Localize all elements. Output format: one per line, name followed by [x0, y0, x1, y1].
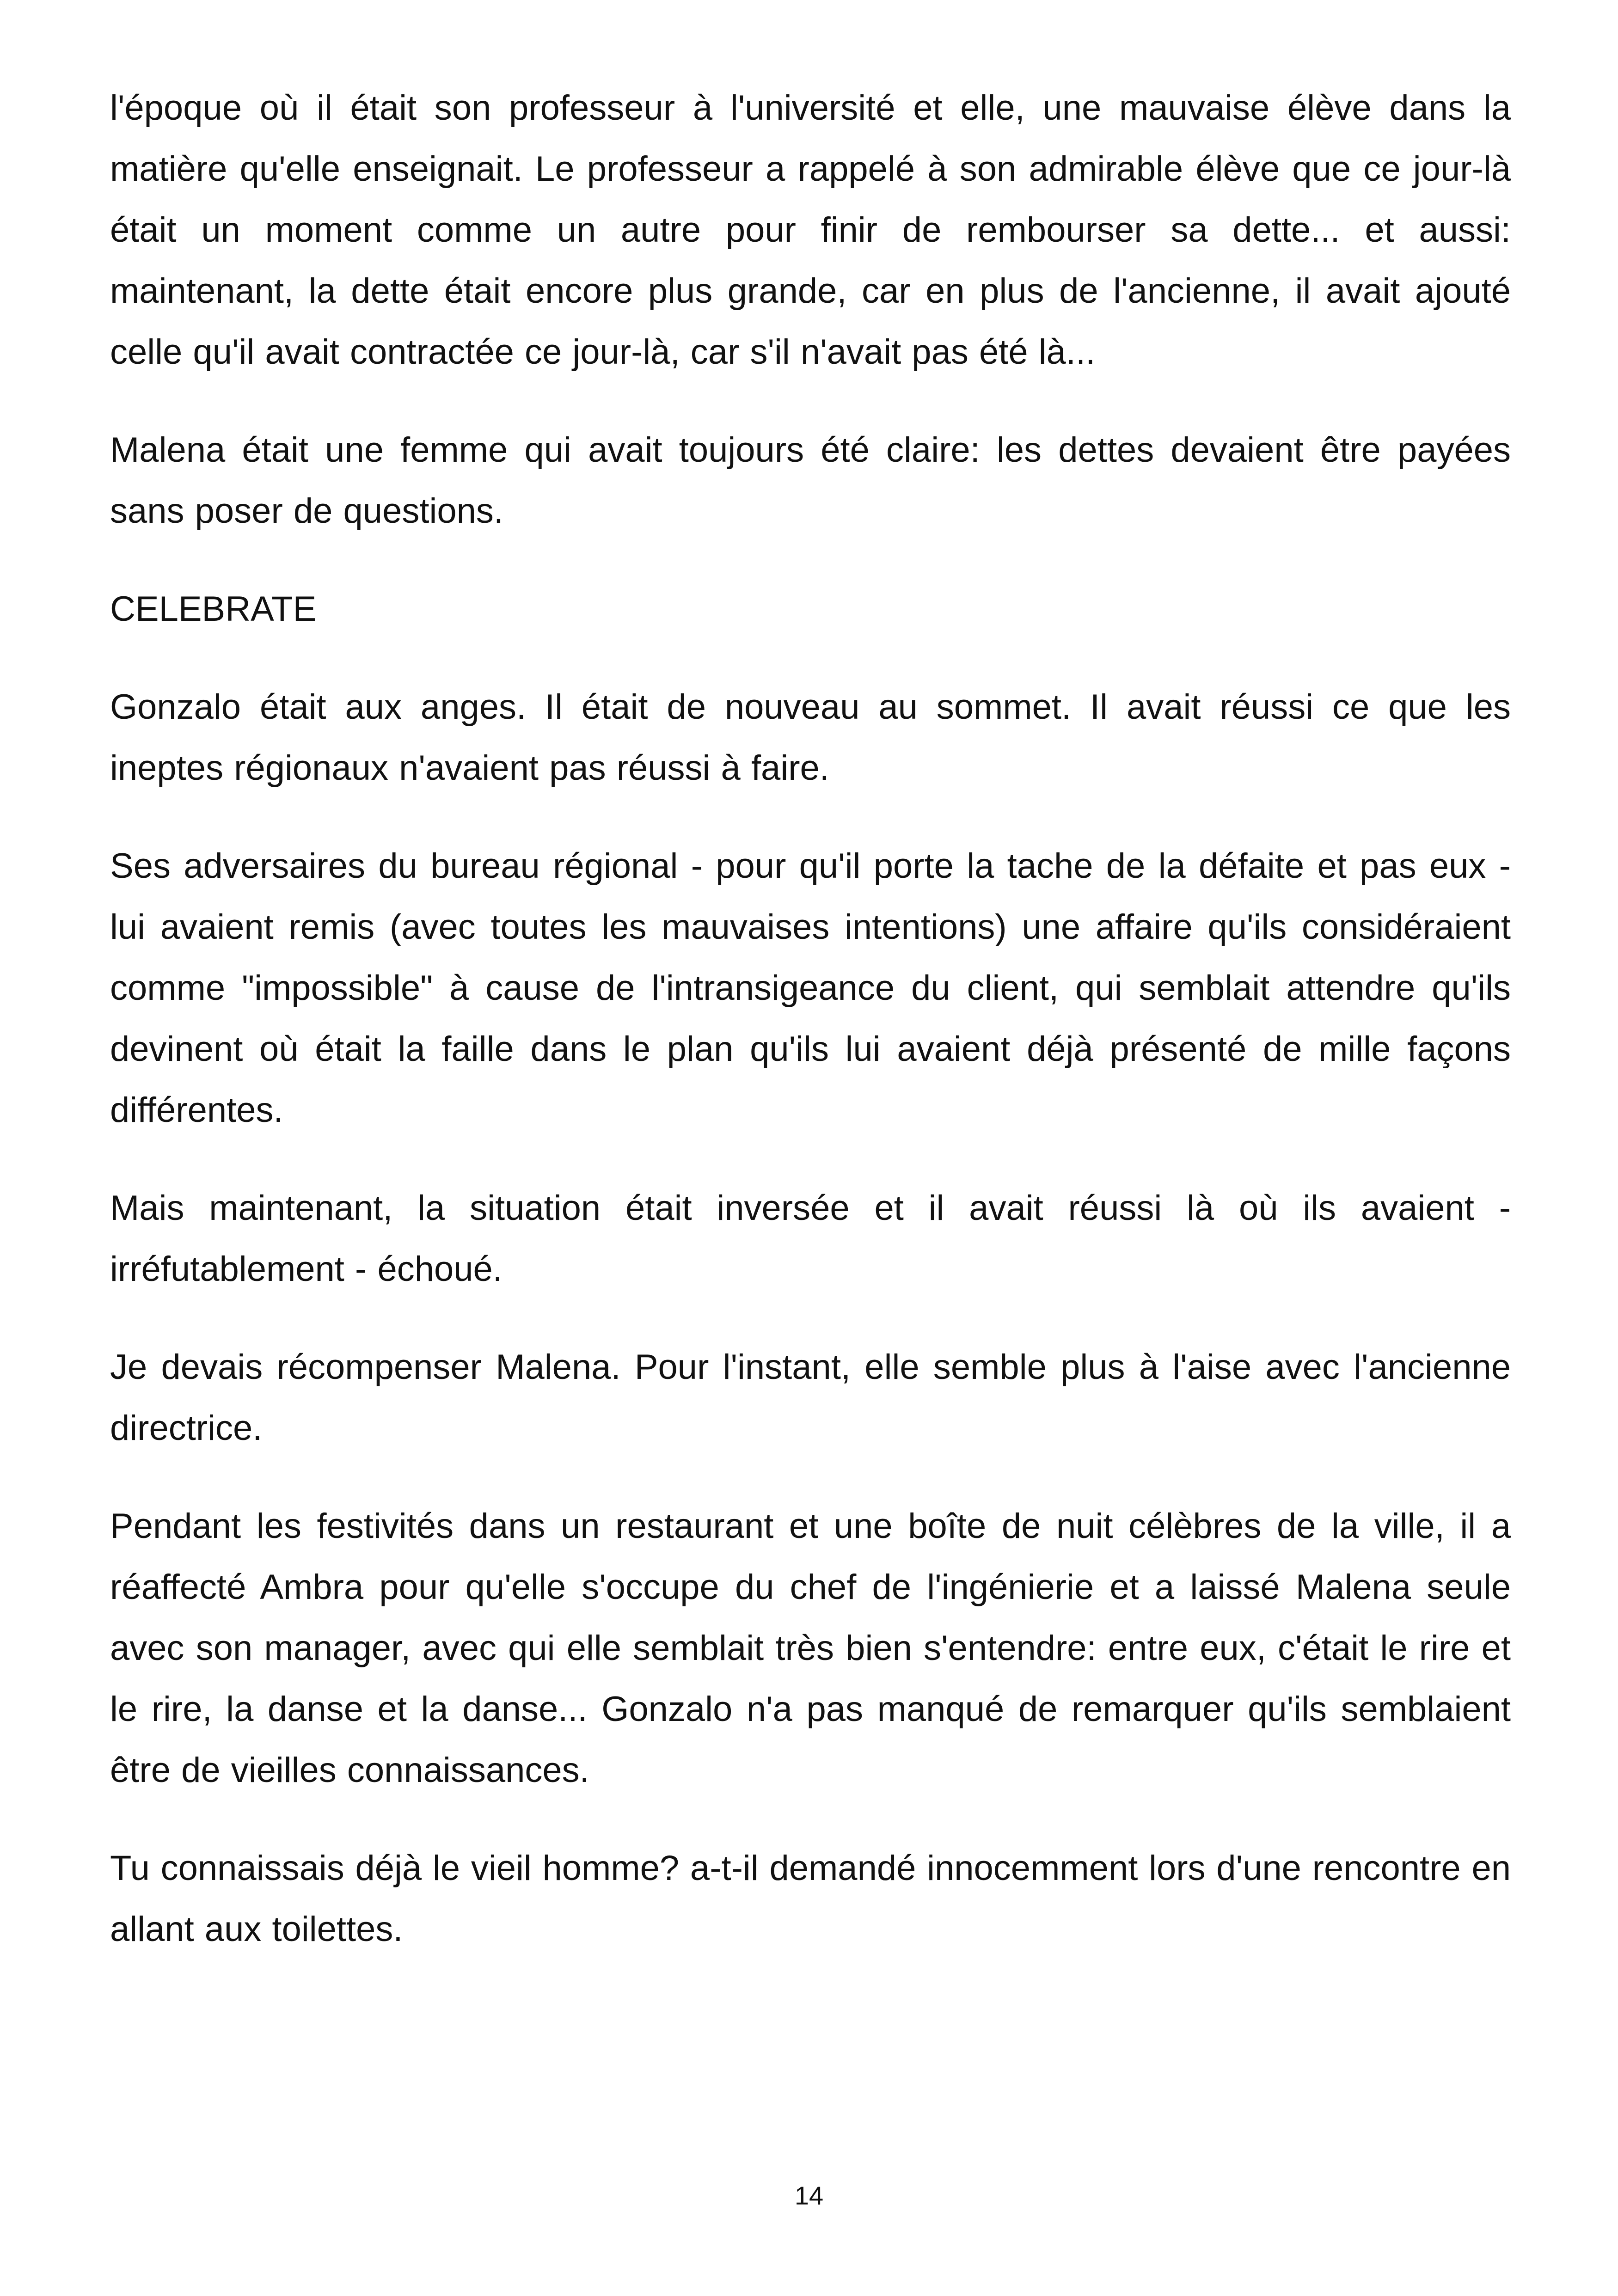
paragraph-4: Ses adversaires du bureau régional - pour qu'il porte la tache de la défaite et pas eux - lui avaient remis (avec toutes les mauvaises intentions) une affaire qu'ils considéraient comme "impossible" à cause de l'intransigeance du client, qui semblait attendre qu'ils devinent où était la faille dans le plan qu'ils lui avaient déjà présenté de mille façons différentes. — [110, 846, 1511, 1130]
paragraph-1: l'époque où il était son professeur à l'université et elle, une mauvaise élève dans la matière qu'elle enseignait. Le professeur a rappelé à son admirable élève que ce jour-là était un moment comme un autre pour finir de rembourser sa dette... et aussi: maintenant, la dette était encore plus grande, car en plus de l'ancienne, il avait ajouté celle qu'il avait contractée ce jour-là, car s'il n'avait pas été là... — [110, 88, 1511, 372]
paragraph-3: Gonzalo était aux anges. Il était de nouveau au sommet. Il avait réussi ce que les ineptes régionaux n'avaient pas réussi à faire. — [110, 687, 1511, 788]
page-number: 14 — [794, 2181, 824, 2210]
paragraph-8: Tu connaissais déjà le vieil homme? a-t-il demandé innocemment lors d'une rencontre en allant aux toilettes. — [110, 1849, 1511, 1949]
paragraph-5: Mais maintenant, la situation était inversée et il avait réussi là où ils avaient - irréfutablement - échoué. — [110, 1188, 1511, 1289]
body-text — [110, 78, 1511, 1997]
paragraph-2: Malena était une femme qui avait toujours été claire: les dettes devaient être payées sans poser de questions. — [110, 430, 1511, 531]
paragraph-7: Pendant les festivités dans un restaurant et une boîte de nuit célèbres de la ville, il a réaffecté Ambra pour qu'elle s'occupe du chef de l'ingénierie et a laissé Malena seule avec son manager, avec qui elle semblait très bien s'entendre: entre eux, c'était le rire et le rire, la danse et la danse... Gonzalo n'a pas manqué de remarquer qu'ils semblaient être de vieilles connaissances. — [110, 1506, 1511, 1790]
section-heading: CELEBRATE — [110, 589, 317, 629]
paragraph-6: Je devais récompenser Malena. Pour l'instant, elle semble plus à l'aise avec l'ancienne directrice. — [110, 1347, 1511, 1448]
